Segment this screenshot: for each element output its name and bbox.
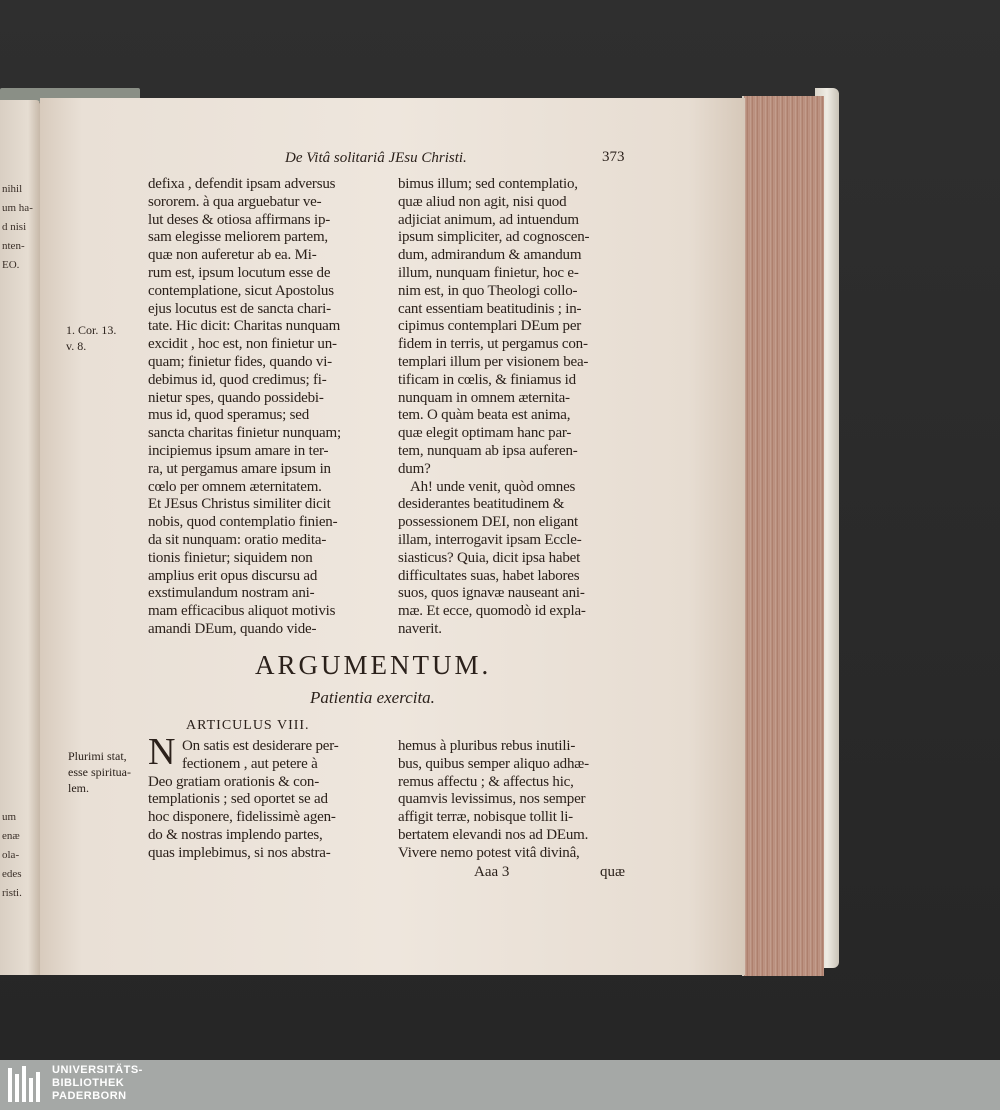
text-line: amandi DEum, quando vide- (148, 620, 317, 637)
text-line: templationis ; sed oportet se ad (148, 791, 328, 808)
text-line: nim est, in quo Theologi collo- (398, 282, 578, 299)
text-line: tem, nunquam ab ipsa auferen- (398, 442, 578, 459)
text-line: fidem in terris, ut pergamus con- (398, 336, 588, 353)
left-page (0, 100, 40, 975)
text-line: excidit , hoc est, non finietur un- (148, 336, 337, 353)
text-line: naverit. (398, 620, 442, 637)
text-column-left (148, 176, 383, 639)
text-line: nobis, quod contemplatio finien- (148, 514, 338, 531)
text-line: incipiemus ipsum amare in ter- (148, 442, 329, 459)
text-line: possessionem DEI, non eligant (398, 514, 579, 531)
text-line: da sit nunquam: oratio medita- (148, 531, 327, 548)
page-block-edges (742, 96, 824, 976)
text-line: tificam in cœlis, & finiamus id (398, 371, 576, 388)
text-line: lut deses & otiosa affirmans ip- (148, 211, 331, 228)
catchword: quæ (600, 864, 626, 880)
text-line: debimus id, quod credimus; fi- (148, 371, 327, 388)
text-line: ra, ut pergamus amare ipsum in (148, 460, 331, 477)
text-line: ejus locutus est de sancta chari- (148, 300, 331, 317)
text-line: sam elegisse meliorem partem, (148, 229, 328, 246)
text-line: quam; finietur fides, quando vi- (148, 353, 332, 370)
text-line: sororem. à qua arguebatur ve- (148, 193, 322, 210)
text-line: fectionem , aut petere à (182, 755, 318, 772)
text-line: mæ. Et ecce, quomodò id expla- (398, 603, 586, 620)
text-line: illum, nunquam finietur, hoc e- (398, 264, 579, 281)
page-number: 373 (602, 149, 625, 165)
text-line: mus id, quod speramus; sed (148, 407, 310, 424)
text-line: nunquam in omnem æternita- (398, 389, 570, 406)
left-page-fragment-top: nihil um ha- d nisi nten- EO. (2, 183, 33, 271)
text-line: quas implebimus, si nos abstra- (148, 844, 331, 861)
text-column-right (398, 176, 633, 639)
text-line: contemplatione, sicut Apostolus (148, 282, 334, 299)
library-name-line-1: UNIVERSITÄTS- (52, 1064, 143, 1076)
text-line: Ah! unde venit, quòd omnes (410, 478, 576, 495)
text-line: hoc disponere, fidelissimè agen- (148, 809, 336, 826)
text-line: affigit terræ, nobisque tollit li- (398, 809, 573, 826)
text-line: templari illum per visionem bea- (398, 353, 589, 370)
text-line: remus affectu ; & affectus hic, (398, 773, 574, 790)
library-footer (0, 1060, 1000, 1110)
text-line: siasticus? Quia, dicit ipsa habet (398, 549, 581, 566)
text-line: cant essentiam beatitudinis ; in- (398, 300, 582, 317)
text-line: Et JEsus Christus similiter dicit (148, 496, 331, 513)
text-line: quæ aliud non agit, nisi quod (398, 193, 567, 210)
drop-cap: N (148, 731, 176, 773)
text-line: quæ elegit optimam hanc par- (398, 425, 572, 442)
text-line: ipsum simpliciter, ad cognoscen- (398, 229, 590, 246)
text-line: defixa , defendit ipsam adversus (148, 176, 336, 192)
text-line: mam efficacibus aliquot motivis (148, 603, 336, 620)
text-line: bertatem elevandi nos ad DEum. (398, 826, 589, 843)
text-line: Vivere nemo potest vitâ divinâ, (398, 844, 580, 861)
signature-mark: Aaa 3 (474, 864, 510, 880)
text-line: dum, admirandum & amandum (398, 247, 582, 264)
text-line: cipimus contemplari DEum per (398, 318, 582, 335)
text-line: suos, quos ignavæ nauseant ani- (398, 585, 585, 602)
text-line: desiderantes beatitudinem & (398, 496, 565, 513)
library-name-line-3: PADERBORN (52, 1090, 127, 1102)
section-heading: ARGUMENTUM. (255, 650, 492, 680)
text-line: amplius erit opus discursu ad (148, 567, 318, 584)
text-line: adjiciat animum, ad intuendum (398, 211, 579, 228)
text-line: tate. Hic dicit: Charitas nunquam (148, 318, 341, 335)
article-label: ARTICULUS VIII. (186, 718, 310, 733)
text-line: sancta charitas finietur nunquam; (148, 425, 341, 442)
text-line: Deo gratiam orationis & con- (148, 773, 320, 790)
text-line: hemus à pluribus rebus inutili- (398, 738, 576, 754)
section-column-left (148, 738, 383, 863)
running-head: De Vitâ solitariâ JEsu Christi. (285, 150, 467, 166)
left-page-fragment-bottom: um enæ ola- edes risti. (2, 811, 22, 899)
library-name-line-2: BIBLIOTHEK (52, 1077, 125, 1089)
text-line: illam, interrogavit ipsam Eccle- (398, 531, 582, 548)
text-line: rum est, ipsum locutum esse de (148, 264, 331, 281)
section-subheading: Patientia exercita. (310, 688, 435, 707)
text-line: do & nostras implendo partes, (148, 826, 323, 843)
library-name (52, 1064, 143, 1103)
text-line: dum? (398, 460, 431, 477)
section-column-right (398, 738, 633, 863)
library-logo-icon (6, 1064, 46, 1106)
text-line: exstimulandum nostram ani- (148, 585, 315, 602)
text-line: quæ non auferetur ab ea. Mi- (148, 247, 317, 264)
text-line: difficultates suas, habet labores (398, 567, 580, 584)
text-line: cœlo per omnem æternitatem. (148, 478, 322, 495)
margin-note-cor: 1. Cor. 13. v. 8. (66, 323, 117, 353)
text-line: tionis finietur; siquidem non (148, 549, 313, 566)
margin-note-plurimi: Plurimi stat, esse spiritua- lem. (68, 749, 131, 795)
text-line: bus, quibus semper aliquo adhæ- (398, 755, 589, 772)
recto-page (40, 98, 745, 975)
text-line: tem. O quàm beata est anima, (398, 407, 571, 424)
text-line: nietur spes, quando possidebi- (148, 389, 324, 406)
text-line: quamvis levissimus, nos semper (398, 791, 586, 808)
text-line: On satis est desiderare per- (182, 738, 339, 754)
text-line: bimus illum; sed contemplatio, (398, 176, 578, 192)
